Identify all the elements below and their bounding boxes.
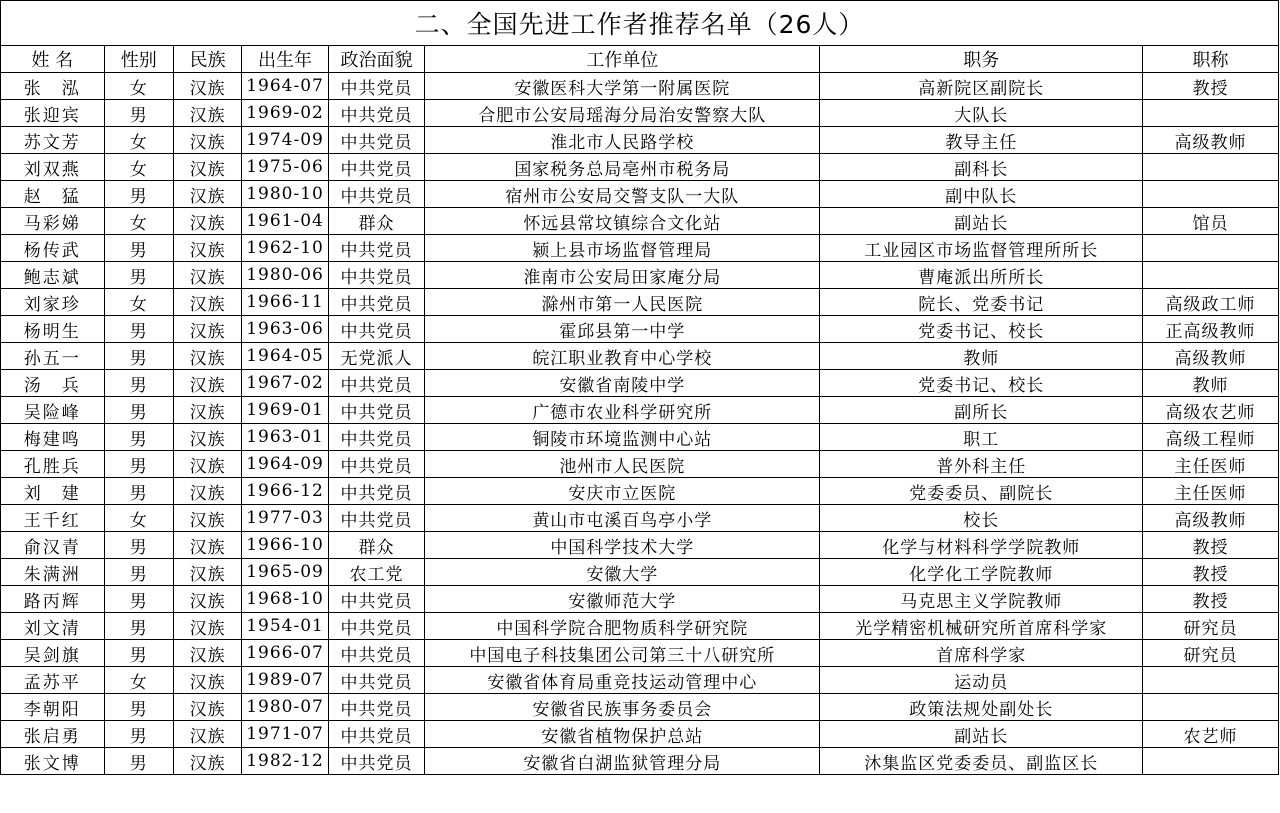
cell-birth: 1962-10 <box>242 235 328 262</box>
cell-birth: 1980-07 <box>242 694 328 721</box>
cell-workplace: 淮南市公安局田家庵分局 <box>425 262 820 289</box>
cell-ethnicity: 汉族 <box>173 289 241 316</box>
cell-gender: 男 <box>104 262 173 289</box>
header-birth: 出生年 <box>242 46 328 73</box>
cell-position: 党委书记、校长 <box>820 316 1143 343</box>
cell-gender: 男 <box>104 613 173 640</box>
cell-political: 中共党员 <box>328 181 425 208</box>
cell-ethnicity: 汉族 <box>173 613 241 640</box>
cell-gender: 男 <box>104 235 173 262</box>
cell-gender: 男 <box>104 397 173 424</box>
cell-gender: 男 <box>104 316 173 343</box>
cell-name: 孔胜兵 <box>1 451 105 478</box>
header-name: 姓 名 <box>1 46 105 73</box>
cell-workplace: 怀远县常坟镇综合文化站 <box>425 208 820 235</box>
cell-name: 刘双燕 <box>1 154 105 181</box>
cell-position: 教导主任 <box>820 127 1143 154</box>
cell-title: 教授 <box>1143 559 1279 586</box>
table-row <box>1 343 1279 370</box>
cell-name: 孙五一 <box>1 343 105 370</box>
cell-political: 中共党员 <box>328 154 425 181</box>
cell-title: 教师 <box>1143 370 1279 397</box>
cell-workplace: 宿州市公安局交警支队一大队 <box>425 181 820 208</box>
cell-position: 政策法规处副处长 <box>820 694 1143 721</box>
cell-workplace: 滁州市第一人民医院 <box>425 289 820 316</box>
cell-name: 马彩娣 <box>1 208 105 235</box>
cell-name: 张文博 <box>1 748 105 775</box>
cell-workplace: 安徽师范大学 <box>425 586 820 613</box>
cell-title: 研究员 <box>1143 640 1279 667</box>
cell-name: 孟苏平 <box>1 667 105 694</box>
cell-gender: 男 <box>104 370 173 397</box>
cell-political: 中共党员 <box>328 424 425 451</box>
cell-ethnicity: 汉族 <box>173 127 241 154</box>
cell-political: 中共党员 <box>328 451 425 478</box>
header-title: 职称 <box>1143 46 1279 73</box>
cell-birth: 1967-02 <box>242 370 328 397</box>
table-title: 二、全国先进工作者推荐名单（26人） <box>1 1 1279 46</box>
cell-gender: 女 <box>104 505 173 532</box>
cell-name: 刘 建 <box>1 478 105 505</box>
cell-gender: 女 <box>104 289 173 316</box>
cell-birth: 1966-11 <box>242 289 328 316</box>
cell-ethnicity: 汉族 <box>173 559 241 586</box>
cell-gender: 男 <box>104 586 173 613</box>
cell-ethnicity: 汉族 <box>173 424 241 451</box>
cell-birth: 1980-10 <box>242 181 328 208</box>
cell-position: 副站长 <box>820 208 1143 235</box>
table-row <box>1 397 1279 424</box>
cell-political: 中共党员 <box>328 370 425 397</box>
cell-title: 教授 <box>1143 586 1279 613</box>
table-row <box>1 127 1279 154</box>
cell-political: 中共党员 <box>328 640 425 667</box>
cell-political: 中共党员 <box>328 613 425 640</box>
cell-name: 张 泓 <box>1 73 105 100</box>
cell-workplace: 安徽省民族事务委员会 <box>425 694 820 721</box>
cell-political: 中共党员 <box>328 667 425 694</box>
cell-political: 中共党员 <box>328 586 425 613</box>
cell-title: 主任医师 <box>1143 478 1279 505</box>
cell-political: 中共党员 <box>328 694 425 721</box>
cell-birth: 1974-09 <box>242 127 328 154</box>
cell-workplace: 黄山市屯溪百鸟亭小学 <box>425 505 820 532</box>
cell-title: 正高级教师 <box>1143 316 1279 343</box>
cell-position: 大队长 <box>820 100 1143 127</box>
cell-political: 群众 <box>328 532 425 559</box>
cell-workplace: 国家税务总局亳州市税务局 <box>425 154 820 181</box>
cell-title: 高级教师 <box>1143 127 1279 154</box>
cell-title: 高级教师 <box>1143 505 1279 532</box>
cell-birth: 1982-12 <box>242 748 328 775</box>
table-row <box>1 613 1279 640</box>
cell-gender: 女 <box>104 208 173 235</box>
cell-position: 校长 <box>820 505 1143 532</box>
cell-gender: 男 <box>104 478 173 505</box>
cell-workplace: 霍邱县第一中学 <box>425 316 820 343</box>
table-row <box>1 478 1279 505</box>
cell-gender: 男 <box>104 748 173 775</box>
cell-ethnicity: 汉族 <box>173 640 241 667</box>
cell-position: 副站长 <box>820 721 1143 748</box>
cell-position: 副所长 <box>820 397 1143 424</box>
cell-ethnicity: 汉族 <box>173 451 241 478</box>
cell-birth: 1969-01 <box>242 397 328 424</box>
cell-ethnicity: 汉族 <box>173 532 241 559</box>
cell-political: 中共党员 <box>328 235 425 262</box>
cell-title <box>1143 667 1279 694</box>
cell-position: 职工 <box>820 424 1143 451</box>
cell-name: 鲍志斌 <box>1 262 105 289</box>
cell-name: 刘文清 <box>1 613 105 640</box>
cell-position: 化学化工学院教师 <box>820 559 1143 586</box>
cell-birth: 1966-12 <box>242 478 328 505</box>
cell-gender: 女 <box>104 127 173 154</box>
cell-gender: 女 <box>104 73 173 100</box>
table-body <box>1 73 1279 775</box>
header-gender: 性别 <box>104 46 173 73</box>
cell-ethnicity: 汉族 <box>173 154 241 181</box>
table-row <box>1 73 1279 100</box>
cell-ethnicity: 汉族 <box>173 505 241 532</box>
cell-title: 教授 <box>1143 532 1279 559</box>
cell-gender: 男 <box>104 424 173 451</box>
table-row <box>1 370 1279 397</box>
cell-ethnicity: 汉族 <box>173 694 241 721</box>
cell-birth: 1966-10 <box>242 532 328 559</box>
table-row <box>1 586 1279 613</box>
cell-political: 中共党员 <box>328 262 425 289</box>
cell-political: 中共党员 <box>328 127 425 154</box>
table-row <box>1 235 1279 262</box>
cell-name: 吴剑旗 <box>1 640 105 667</box>
cell-workplace: 淮北市人民路学校 <box>425 127 820 154</box>
cell-workplace: 安徽省白湖监狱管理分局 <box>425 748 820 775</box>
cell-birth: 1989-07 <box>242 667 328 694</box>
cell-name: 梅建鸣 <box>1 424 105 451</box>
cell-gender: 男 <box>104 559 173 586</box>
cell-political: 中共党员 <box>328 397 425 424</box>
cell-birth: 1964-09 <box>242 451 328 478</box>
cell-political: 中共党员 <box>328 289 425 316</box>
cell-name: 苏文芳 <box>1 127 105 154</box>
cell-position: 副科长 <box>820 154 1143 181</box>
cell-birth: 1969-02 <box>242 100 328 127</box>
cell-title <box>1143 181 1279 208</box>
cell-workplace: 安徽省植物保护总站 <box>425 721 820 748</box>
cell-position: 化学与材料科学学院教师 <box>820 532 1143 559</box>
cell-political: 群众 <box>328 208 425 235</box>
table-row <box>1 424 1279 451</box>
cell-gender: 男 <box>104 181 173 208</box>
cell-ethnicity: 汉族 <box>173 370 241 397</box>
cell-ethnicity: 汉族 <box>173 748 241 775</box>
cell-ethnicity: 汉族 <box>173 397 241 424</box>
cell-workplace: 中国电子科技集团公司第三十八研究所 <box>425 640 820 667</box>
cell-ethnicity: 汉族 <box>173 667 241 694</box>
cell-ethnicity: 汉族 <box>173 586 241 613</box>
cell-political: 中共党员 <box>328 748 425 775</box>
cell-workplace: 安徽省体育局重竞技运动管理中心 <box>425 667 820 694</box>
cell-title <box>1143 694 1279 721</box>
cell-birth: 1964-07 <box>242 73 328 100</box>
cell-birth: 1966-07 <box>242 640 328 667</box>
cell-birth: 1963-01 <box>242 424 328 451</box>
cell-name: 刘家珍 <box>1 289 105 316</box>
cell-ethnicity: 汉族 <box>173 343 241 370</box>
cell-name: 朱满洲 <box>1 559 105 586</box>
table-row <box>1 262 1279 289</box>
cell-political: 中共党员 <box>328 478 425 505</box>
cell-title: 主任医师 <box>1143 451 1279 478</box>
cell-position: 副中队长 <box>820 181 1143 208</box>
cell-ethnicity: 汉族 <box>173 235 241 262</box>
cell-workplace: 铜陵市环境监测中心站 <box>425 424 820 451</box>
cell-political: 无党派人 <box>328 343 425 370</box>
cell-ethnicity: 汉族 <box>173 73 241 100</box>
header-political: 政治面貌 <box>328 46 425 73</box>
cell-gender: 男 <box>104 721 173 748</box>
cell-gender: 男 <box>104 532 173 559</box>
cell-position: 马克思主义学院教师 <box>820 586 1143 613</box>
table-row <box>1 100 1279 127</box>
cell-workplace: 皖江职业教育中心学校 <box>425 343 820 370</box>
cell-workplace: 安徽大学 <box>425 559 820 586</box>
cell-title: 高级教师 <box>1143 343 1279 370</box>
cell-title <box>1143 100 1279 127</box>
cell-title <box>1143 748 1279 775</box>
cell-position: 沐集监区党委委员、副监区长 <box>820 748 1143 775</box>
cell-workplace: 中国科学技术大学 <box>425 532 820 559</box>
cell-title: 农艺师 <box>1143 721 1279 748</box>
cell-title <box>1143 154 1279 181</box>
table-row <box>1 721 1279 748</box>
cell-ethnicity: 汉族 <box>173 262 241 289</box>
cell-name: 张迎宾 <box>1 100 105 127</box>
cell-birth: 1968-10 <box>242 586 328 613</box>
cell-political: 中共党员 <box>328 73 425 100</box>
table-row <box>1 289 1279 316</box>
cell-workplace: 安徽省南陵中学 <box>425 370 820 397</box>
cell-ethnicity: 汉族 <box>173 181 241 208</box>
cell-ethnicity: 汉族 <box>173 721 241 748</box>
cell-name: 吴险峰 <box>1 397 105 424</box>
cell-position: 院长、党委书记 <box>820 289 1143 316</box>
cell-workplace: 合肥市公安局瑶海分局治安警察大队 <box>425 100 820 127</box>
cell-gender: 男 <box>104 640 173 667</box>
cell-gender: 男 <box>104 100 173 127</box>
cell-birth: 1961-04 <box>242 208 328 235</box>
cell-position: 曹庵派出所所长 <box>820 262 1143 289</box>
cell-position: 工业园区市场监督管理所所长 <box>820 235 1143 262</box>
header-ethnicity: 民族 <box>173 46 241 73</box>
cell-name: 赵 猛 <box>1 181 105 208</box>
cell-ethnicity: 汉族 <box>173 208 241 235</box>
cell-gender: 女 <box>104 154 173 181</box>
cell-workplace: 颍上县市场监督管理局 <box>425 235 820 262</box>
cell-position: 教师 <box>820 343 1143 370</box>
cell-name: 杨传武 <box>1 235 105 262</box>
cell-gender: 男 <box>104 694 173 721</box>
cell-name: 张启勇 <box>1 721 105 748</box>
cell-position: 首席科学家 <box>820 640 1143 667</box>
table-row <box>1 748 1279 775</box>
cell-position: 党委书记、校长 <box>820 370 1143 397</box>
cell-birth: 1965-09 <box>242 559 328 586</box>
cell-name: 俞汉青 <box>1 532 105 559</box>
cell-title <box>1143 235 1279 262</box>
table-row <box>1 208 1279 235</box>
cell-title: 高级农艺师 <box>1143 397 1279 424</box>
table-row <box>1 694 1279 721</box>
table-row <box>1 505 1279 532</box>
cell-birth: 1964-05 <box>242 343 328 370</box>
cell-name: 汤 兵 <box>1 370 105 397</box>
table-row <box>1 559 1279 586</box>
cell-workplace: 池州市人民医院 <box>425 451 820 478</box>
cell-workplace: 广德市农业科学研究所 <box>425 397 820 424</box>
cell-position: 运动员 <box>820 667 1143 694</box>
table-row <box>1 451 1279 478</box>
cell-ethnicity: 汉族 <box>173 316 241 343</box>
table-row <box>1 640 1279 667</box>
header-row <box>1 46 1279 73</box>
cell-title: 馆员 <box>1143 208 1279 235</box>
cell-name: 李朝阳 <box>1 694 105 721</box>
cell-name: 路丙辉 <box>1 586 105 613</box>
cell-birth: 1980-06 <box>242 262 328 289</box>
cell-birth: 1971-07 <box>242 721 328 748</box>
cell-gender: 男 <box>104 343 173 370</box>
cell-workplace: 中国科学院合肥物质科学研究院 <box>425 613 820 640</box>
cell-title <box>1143 262 1279 289</box>
cell-political: 农工党 <box>328 559 425 586</box>
cell-political: 中共党员 <box>328 316 425 343</box>
table-row <box>1 154 1279 181</box>
cell-title: 高级政工师 <box>1143 289 1279 316</box>
cell-political: 中共党员 <box>328 100 425 127</box>
cell-gender: 男 <box>104 451 173 478</box>
cell-birth: 1963-06 <box>242 316 328 343</box>
cell-title: 研究员 <box>1143 613 1279 640</box>
cell-name: 杨明生 <box>1 316 105 343</box>
title-row <box>1 1 1279 46</box>
cell-ethnicity: 汉族 <box>173 100 241 127</box>
table-row <box>1 667 1279 694</box>
cell-birth: 1977-03 <box>242 505 328 532</box>
table-row <box>1 316 1279 343</box>
cell-position: 党委委员、副院长 <box>820 478 1143 505</box>
table-row <box>1 532 1279 559</box>
cell-title: 高级工程师 <box>1143 424 1279 451</box>
cell-position: 光学精密机械研究所首席科学家 <box>820 613 1143 640</box>
cell-ethnicity: 汉族 <box>173 478 241 505</box>
cell-political: 中共党员 <box>328 721 425 748</box>
cell-title: 教授 <box>1143 73 1279 100</box>
cell-political: 中共党员 <box>328 505 425 532</box>
cell-workplace: 安庆市立医院 <box>425 478 820 505</box>
cell-name: 王千红 <box>1 505 105 532</box>
header-workplace: 工作单位 <box>425 46 820 73</box>
cell-birth: 1975-06 <box>242 154 328 181</box>
cell-workplace: 安徽医科大学第一附属医院 <box>425 73 820 100</box>
cell-position: 高新院区副院长 <box>820 73 1143 100</box>
cell-position: 普外科主任 <box>820 451 1143 478</box>
cell-birth: 1954-01 <box>242 613 328 640</box>
header-position: 职务 <box>820 46 1143 73</box>
table-row <box>1 181 1279 208</box>
cell-gender: 女 <box>104 667 173 694</box>
